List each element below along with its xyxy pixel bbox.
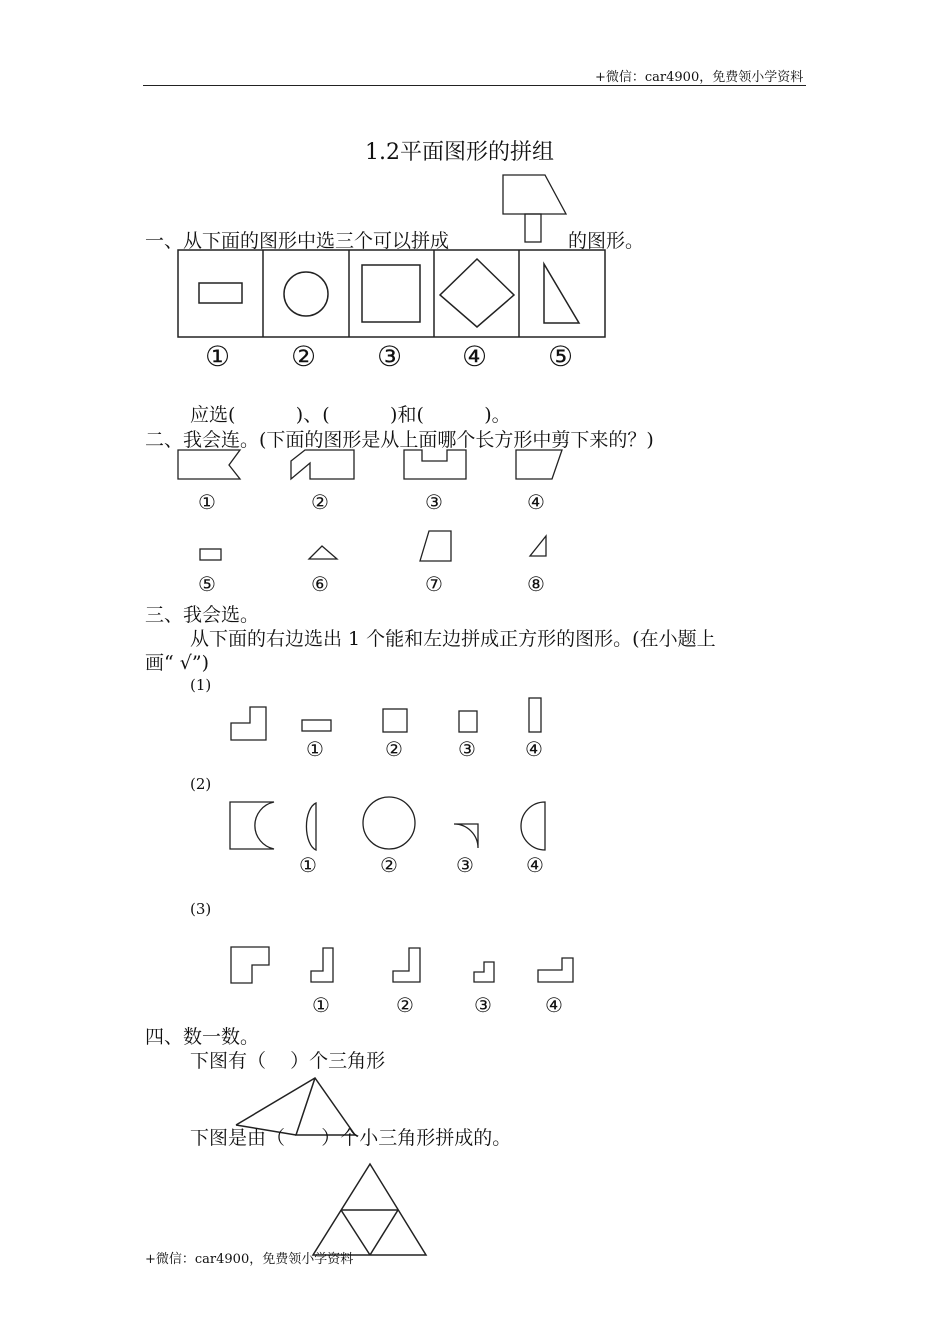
q1-shape-rhombus	[440, 259, 514, 327]
q3-part-1-label: (1)	[190, 676, 212, 694]
q3-heading: 三、我会选。	[145, 604, 260, 626]
q3-1-option-3	[459, 711, 477, 732]
q2-top-shape-1	[178, 450, 240, 479]
q3-3-option-2	[393, 948, 420, 982]
q2-label-3: ③	[425, 490, 443, 514]
q3-2-option-label-1[interactable]: ①	[299, 853, 317, 877]
q3-2-left-shape	[230, 802, 274, 849]
q1-shape-triangle	[544, 264, 579, 323]
q2-prompt: 二、我会连。(下面的图形是从上面哪个长方形中剪下来的？)	[145, 429, 654, 451]
q2-bottom-shape-7	[420, 531, 451, 561]
q3-2-option-4	[521, 802, 545, 850]
q1-label-3: ③	[377, 340, 403, 373]
q1-prompt-before: 一、从下面的图形中选三个可以拼成	[145, 230, 450, 252]
q2-label-7: ⑦	[425, 572, 443, 596]
q3-3-option-label-1[interactable]: ①	[312, 993, 330, 1017]
q1-label-5: ⑤	[548, 340, 574, 373]
q1-shape-circle	[284, 272, 328, 316]
q2-label-4: ④	[527, 490, 545, 514]
q1-option-grid	[178, 250, 605, 337]
q1-answer-line[interactable]: 应选( )、( )和( )。	[190, 404, 511, 426]
q2-top-shape-4	[516, 450, 562, 479]
q2-label-2: ②	[311, 490, 329, 514]
q1-label-4: ④	[462, 340, 488, 373]
q3-1-option-1	[302, 720, 331, 731]
q3-2-option-3	[454, 824, 478, 848]
page-footer: +微信：car4900，免费领小学资料	[145, 1252, 354, 1267]
q3-3-option-1	[311, 948, 333, 982]
q2-bottom-shape-5	[200, 549, 221, 560]
q4-heading: 四、数一数。	[145, 1026, 260, 1048]
q1-shape-rectangle	[199, 283, 242, 303]
q3-3-left-shape	[231, 947, 269, 983]
header-rule	[143, 85, 806, 86]
q3-1-option-4	[529, 698, 541, 732]
page-header: +微信：car4900，免费领小学资料	[595, 70, 804, 85]
q1-prompt-after: 的图形。	[568, 230, 645, 252]
q3-1-left-shape	[231, 707, 266, 740]
q3-1-option-label-4[interactable]: ④	[525, 737, 543, 761]
q1-shape-square	[362, 265, 420, 322]
q3-2-option-label-2[interactable]: ②	[380, 853, 398, 877]
q2-bottom-shape-8	[530, 536, 546, 556]
q3-3-option-label-4[interactable]: ④	[545, 993, 563, 1017]
q3-1-option-label-1[interactable]: ①	[306, 737, 324, 761]
q3-3-option-label-3[interactable]: ③	[474, 993, 492, 1017]
q3-part-3-label: (3)	[190, 900, 212, 918]
q4-figure-subdivided-triangle	[313, 1164, 426, 1255]
q3-2-option-1	[306, 803, 316, 850]
q2-label-6: ⑥	[311, 572, 329, 596]
q2-label-5: ⑤	[198, 572, 216, 596]
q2-label-8: ⑧	[527, 572, 545, 596]
q3-instruction-line2: 画“ √”)	[145, 652, 209, 674]
q3-1-option-2	[383, 709, 407, 732]
page-title: 1.2平面图形的拼组	[365, 140, 554, 165]
q3-1-option-label-2[interactable]: ②	[385, 737, 403, 761]
q2-top-shape-3	[404, 450, 466, 479]
q3-2-option-2	[363, 797, 415, 849]
q3-3-option-label-2[interactable]: ②	[396, 993, 414, 1017]
q2-label-1: ①	[198, 490, 216, 514]
q1-label-1: ①	[205, 340, 231, 373]
q4-line1[interactable]: 下图有（ ）个三角形	[190, 1050, 386, 1072]
q3-3-option-4	[538, 958, 573, 982]
q3-instruction-line1: 从下面的右边选出 1 个能和左边拼成正方形的图形。(在小题上	[190, 628, 716, 650]
q3-2-option-label-3[interactable]: ③	[456, 853, 474, 877]
q3-part-2-label: (2)	[190, 775, 212, 793]
q3-1-option-label-3[interactable]: ③	[458, 737, 476, 761]
q3-3-option-3	[474, 962, 494, 982]
q1-label-2: ②	[291, 340, 317, 373]
q4-line2[interactable]: 下图是由（ ）个小三角形拼成的。	[190, 1127, 512, 1149]
q2-top-shape-2	[291, 450, 354, 479]
q1-target-figure	[503, 175, 566, 242]
q2-bottom-shape-6	[309, 546, 337, 559]
q3-2-option-label-4[interactable]: ④	[526, 853, 544, 877]
